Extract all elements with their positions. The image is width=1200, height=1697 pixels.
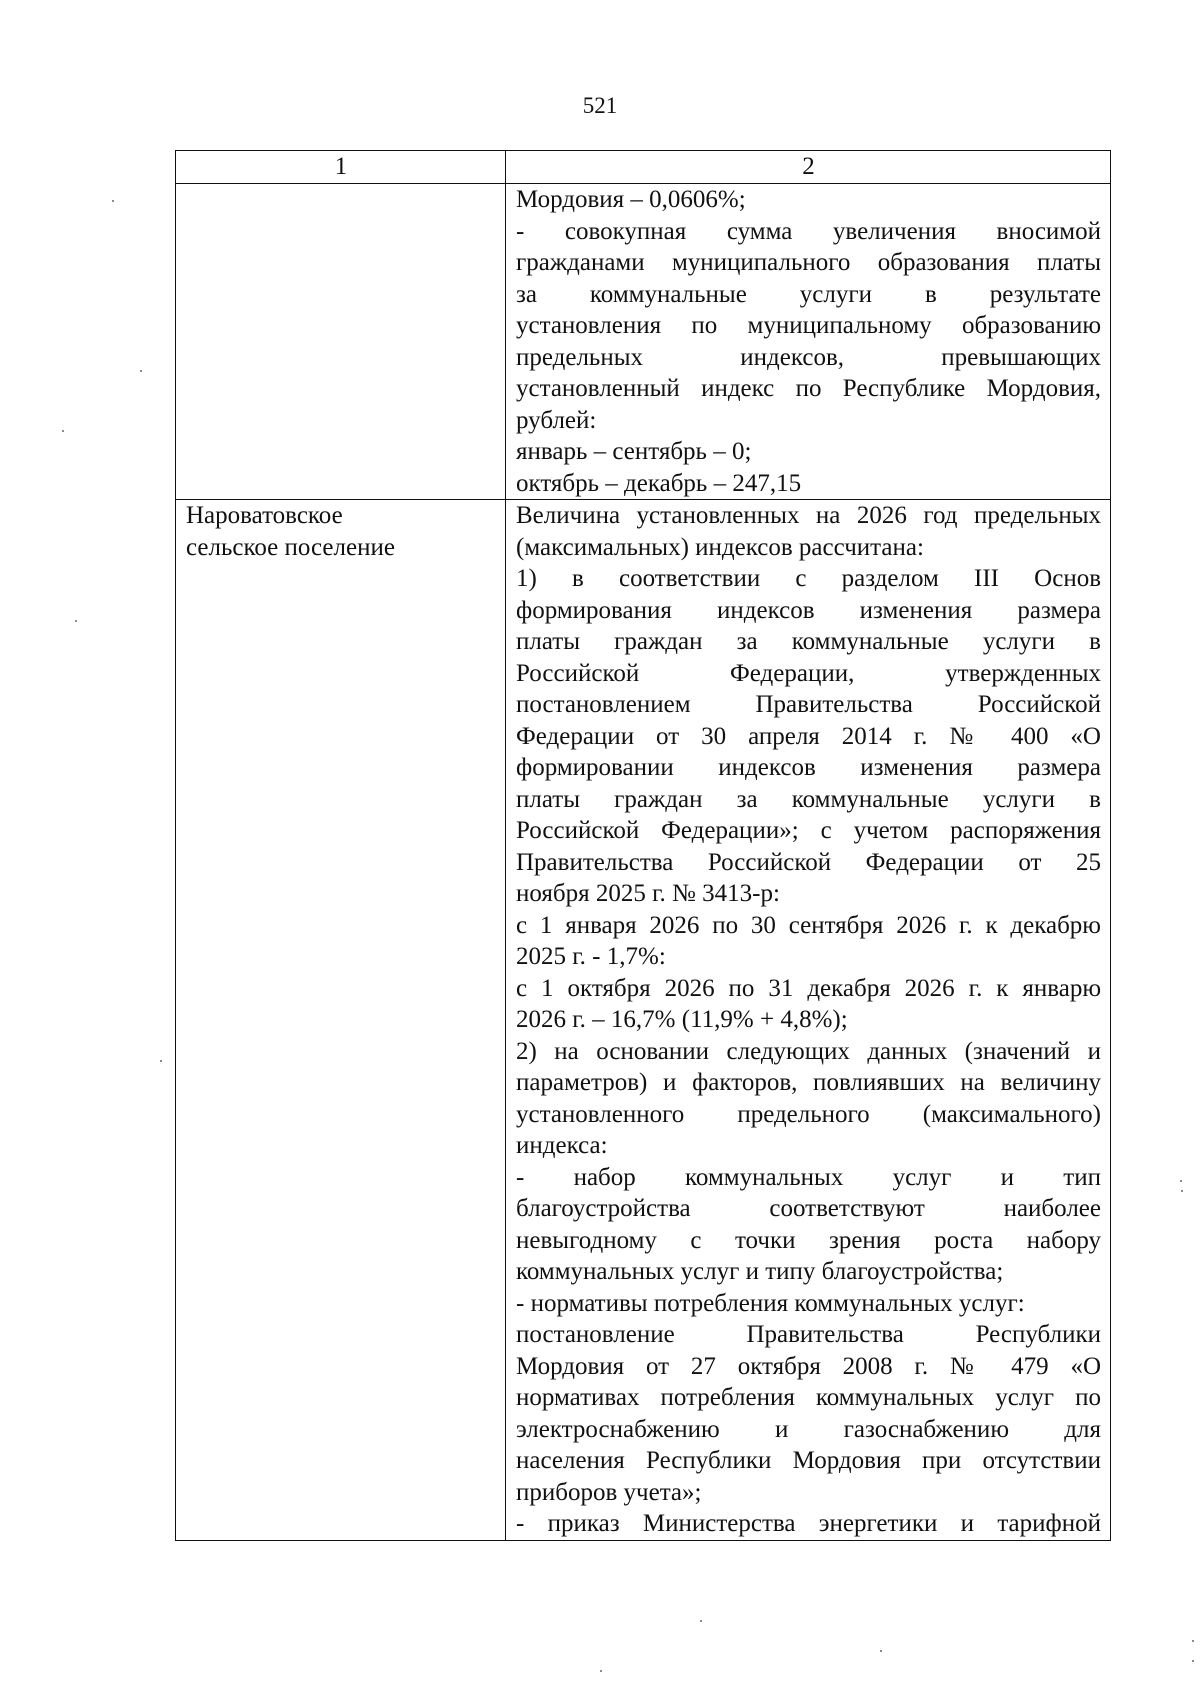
text-line: - нормативы потребления коммунальных услуг: — [516, 1289, 1025, 1317]
text-line: приборов учета»; — [516, 1478, 702, 1506]
text-line: январь – сентябрь – 0; — [516, 438, 752, 465]
scan-speck — [75, 620, 77, 622]
text-line: предельных индексов, превышающих — [516, 343, 1101, 371]
scan-speck — [1181, 1190, 1183, 1192]
text-line: - совокупная сумма увеличения вносимой — [516, 217, 1101, 245]
description-cell — [506, 500, 1111, 1541]
text-line: установления по муниципальному образованию — [516, 312, 1101, 339]
municipality-name-line: Нароватовское — [186, 502, 343, 529]
text-line: Величина установленных на 2026 год предельных — [516, 502, 1101, 529]
text-line: октябрь – декабрь – 247,15 — [516, 469, 802, 497]
text-line: платы граждан за коммунальные услуги в — [516, 628, 1101, 655]
text-line: - набор коммунальных услуг и тип — [516, 1163, 1101, 1191]
text-line: Мордовия от 27 октября 2008 г. № 479 «О — [516, 1352, 1101, 1380]
scan-speck — [1192, 1640, 1194, 1642]
scan-speck — [880, 1650, 882, 1652]
text-line: установленный индекс по Республике Мордовия, — [516, 375, 1101, 402]
municipality-cell — [176, 184, 506, 500]
table-row — [176, 500, 1111, 1541]
table-row — [176, 184, 1111, 500]
scan-speck — [160, 1060, 162, 1062]
text-line: с 1 октября 2026 по 31 декабря 2026 г. к январю — [516, 974, 1101, 1002]
scan-speck — [1180, 1180, 1182, 1182]
text-line: Российской Федерации»; с учетом распоряжения — [516, 817, 1101, 844]
page-number: 521 — [582, 93, 618, 118]
text-line: формирования индексов изменения размера — [516, 596, 1101, 624]
scan-speck — [62, 430, 64, 432]
scan-speck — [112, 200, 114, 202]
scan-speck — [140, 370, 142, 372]
text-line: невыгодному с точки зрения роста набору — [516, 1226, 1101, 1254]
text-line: установленного предельного (максимального) — [516, 1100, 1101, 1128]
text-line: Федерации от 30 апреля 2014 г. № 400 «О — [516, 722, 1101, 750]
tariff-index-table — [175, 150, 1111, 1541]
text-line: 2) на основании следующих данных (значений и — [516, 1037, 1101, 1065]
text-line: Мордовия – 0,0606%; — [516, 186, 746, 213]
text-line: рублей: — [516, 406, 597, 434]
text-line: Российской Федерации, утвержденных — [516, 659, 1101, 687]
text-line: 2025 г. - 1,7%: — [516, 943, 666, 970]
text-line: ноября 2025 г. № 3413-р: — [516, 880, 780, 907]
text-line: постановление Правительства Республики — [516, 1321, 1101, 1348]
scan-speck — [1192, 1660, 1194, 1662]
text-line: гражданами муниципального образования платы — [516, 249, 1101, 276]
text-line: населения Республики Мордовия при отсутствии — [516, 1447, 1101, 1474]
text-line: коммунальных услуг и типу благоустройства; — [516, 1258, 1004, 1285]
text-line: нормативах потребления коммунальных услуг по — [516, 1384, 1101, 1411]
text-line: (максимальных) индексов рассчитана: — [516, 533, 924, 561]
scan-speck — [700, 1620, 702, 1622]
text-line: за коммунальные услуги в результате — [516, 280, 1101, 308]
text-line: Правительства Российской Федерации от 25 — [516, 848, 1101, 876]
scan-speck — [600, 1670, 602, 1672]
column-header-1: 1 — [176, 151, 506, 184]
text-line: благоустройства соответствуют наиболее — [516, 1195, 1101, 1222]
description-cell — [506, 184, 1111, 500]
text-line: 1) в соответствии с разделом III Основ — [516, 565, 1101, 592]
municipality-cell — [176, 500, 506, 1541]
text-line: платы граждан за коммунальные услуги в — [516, 785, 1101, 813]
text-line: индекса: — [516, 1132, 608, 1159]
text-line: - приказ Министерства энергетики и тарифной — [516, 1510, 1101, 1537]
municipality-name-line: сельское поселение — [186, 533, 395, 561]
text-line: электроснабжению и газоснабжению для — [516, 1415, 1101, 1443]
column-header-2: 2 — [506, 151, 1111, 184]
text-line: параметров) и факторов, повлиявших на величину — [516, 1069, 1101, 1096]
text-line: с 1 января 2026 по 30 сентября 2026 г. к декабрю — [516, 911, 1101, 939]
table-header-row — [176, 151, 1111, 184]
text-line: 2026 г. – 16,7% (11,9% + 4,8%); — [516, 1006, 848, 1033]
text-line: формировании индексов изменения размера — [516, 754, 1101, 781]
text-line: постановлением Правительства Российской — [516, 691, 1101, 718]
